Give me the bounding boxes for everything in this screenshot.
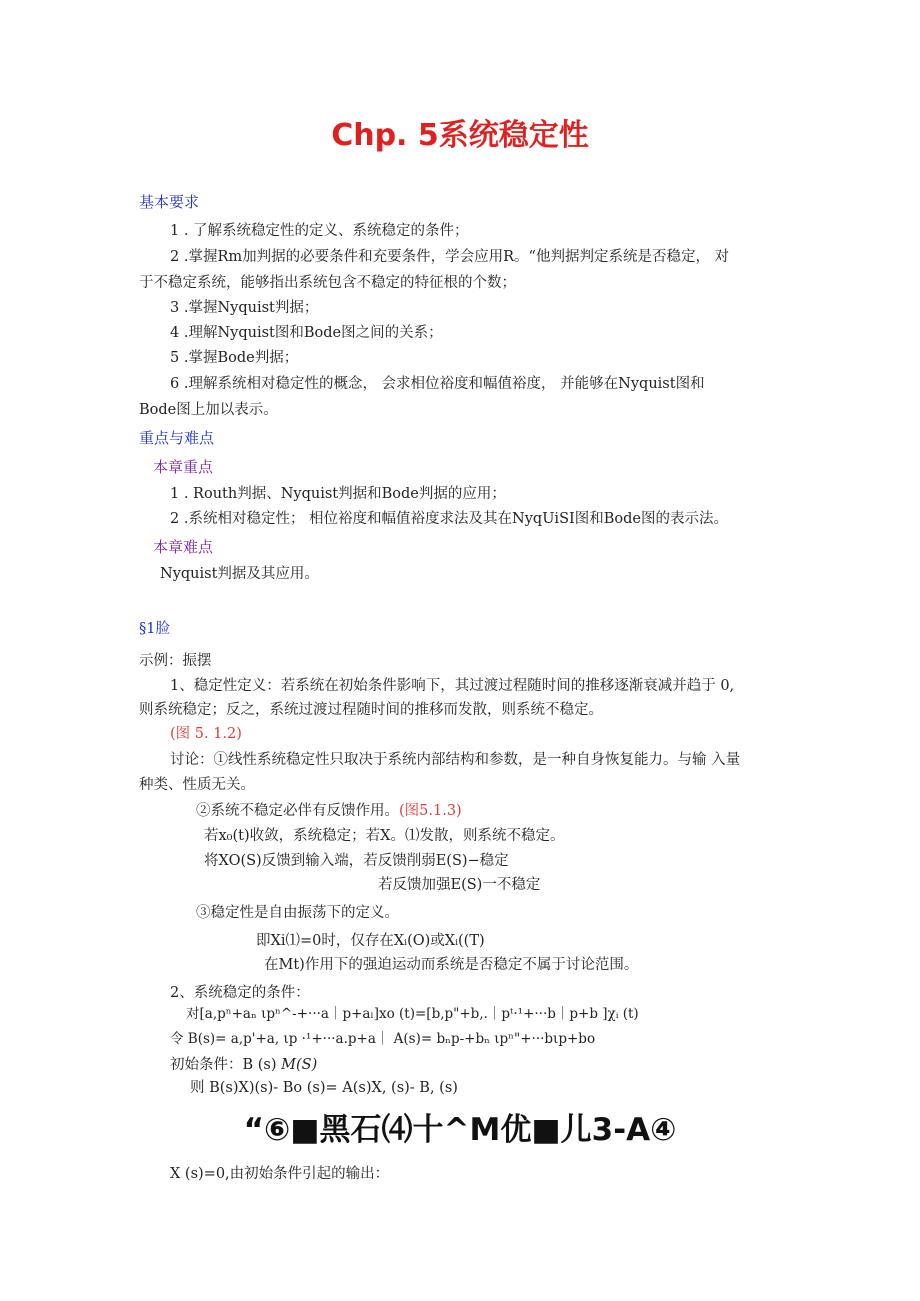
key-points-heading: 本章重点 bbox=[153, 458, 214, 476]
stability-condition-heading: 2、系统稳定的条件： bbox=[170, 985, 310, 1001]
discussion-line: 讨论：①线性系统稳定性只取决于系统内部结构和参数，是一种自身恢复能力。与输 入量 bbox=[170, 752, 741, 768]
polynomial-definition: 令 B(s)= a,p'+a, ιp ·¹+···a.p+a｜ A(s)= bₙp-+bₙ ιpⁿ"+···bιp+bo bbox=[170, 1031, 596, 1047]
garbled-equation: “⑥■黑石⑷十^M优■儿3-A④ bbox=[243, 1112, 677, 1148]
laplace-equation: 则 B(s)X)(s)- Bo (s)= A(s)X, (s)- B, (s) bbox=[190, 1080, 458, 1096]
definition-line: 1、稳定性定义：若系统在初始条件影响下，其过渡过程随时间的推移逐渐衰减并趋于 0, bbox=[170, 678, 735, 694]
requirement-item: 3 .掌握Nyquist判据； bbox=[170, 300, 319, 316]
requirement-item: 2 .掌握Rm加判据的必要条件和充要条件，学会应用R。“他判据判定系统是否稳定， 对 bbox=[170, 249, 730, 265]
key-point-item: 2 .系统相对稳定性； 相位裕度和幅值裕度求法及其在NyqUiSI图和Bode图的表示法。 bbox=[170, 511, 728, 527]
discussion-line-continued: 种类、性质无关。 bbox=[139, 777, 255, 793]
initial-condition-italic: M(S) bbox=[281, 1057, 318, 1073]
point-two-text: ②系统不稳定必伴有反馈作用。 bbox=[196, 803, 399, 819]
requirements-heading: 基本要求 bbox=[139, 193, 200, 211]
page-title: Chp. 5系统稳定性 bbox=[331, 118, 589, 153]
definition-line-continued: 则系统稳定；反之，系统过渡过程随时间的推移而发散，则系统不稳定。 bbox=[139, 702, 603, 718]
requirement-item: 6 .理解系统相对稳定性的概念， 会求相位裕度和幅值裕度， 并能够在Nyquist图和 bbox=[170, 376, 705, 392]
requirement-item-continued: Bode图上加以表示。 bbox=[139, 402, 278, 418]
section-label: §1脸 bbox=[139, 621, 170, 637]
convergence-line: 若x₀(t)收敛，系统稳定；若X。⑴发散，则系统不稳定。 bbox=[204, 828, 565, 844]
figure-reference: (图 5. 1.2) bbox=[170, 726, 242, 742]
key-point-item: 1 . Routh判据、Nyquist判据和Bode判据的应用； bbox=[170, 486, 506, 502]
initial-condition-text: 初始条件：B (s) bbox=[170, 1057, 282, 1073]
example-line: 示例：振摆 bbox=[139, 653, 212, 669]
requirement-item: 1 . 了解系统稳定性的定义、系统稳定的条件； bbox=[170, 223, 469, 239]
point-two-line bbox=[196, 802, 462, 820]
point-two-figure-reference: (图5.1.3) bbox=[399, 803, 462, 819]
feedback-line-second: 若反馈加强E(S)一不稳定 bbox=[378, 877, 541, 893]
focus-heading: 重点与难点 bbox=[139, 429, 215, 447]
requirement-item: 4 .理解Nyquist图和Bode图之间的关系； bbox=[170, 325, 443, 341]
forced-motion-line: 在Mt)作用下的强迫运动而系统是否稳定不属于讨论范围。 bbox=[264, 957, 639, 973]
feedback-line: 将XO(S)反馈到输入端，若反馈削弱E(S)−稳定 bbox=[204, 853, 509, 869]
output-line: X (s)=0,由初始条件引起的输出： bbox=[170, 1166, 390, 1182]
requirement-item-continued: 于不稳定系统，能够指出系统包含不稳定的特征根的个数； bbox=[139, 275, 516, 291]
difficult-points-heading: 本章难点 bbox=[153, 538, 214, 556]
initial-condition-line bbox=[170, 1056, 317, 1074]
free-oscillation-line: 即Xi⑴=0时，仅存在Xᵢ(O)或Xᵢ((T) bbox=[256, 933, 485, 949]
point-three-line: ③稳定性是自由振荡下的定义。 bbox=[196, 905, 399, 921]
differential-equation: 对[a,pⁿ+aₙ ιpⁿ^-+···a｜p+aₗ]xo (t)=[b,p"+b,.｜pᵗ·¹+···b｜p+b ]χᵢ (t) bbox=[186, 1006, 639, 1022]
difficult-point-text: Nyquist判据及其应用。 bbox=[160, 566, 319, 582]
requirement-item: 5 .掌握Bode判据； bbox=[170, 350, 299, 366]
